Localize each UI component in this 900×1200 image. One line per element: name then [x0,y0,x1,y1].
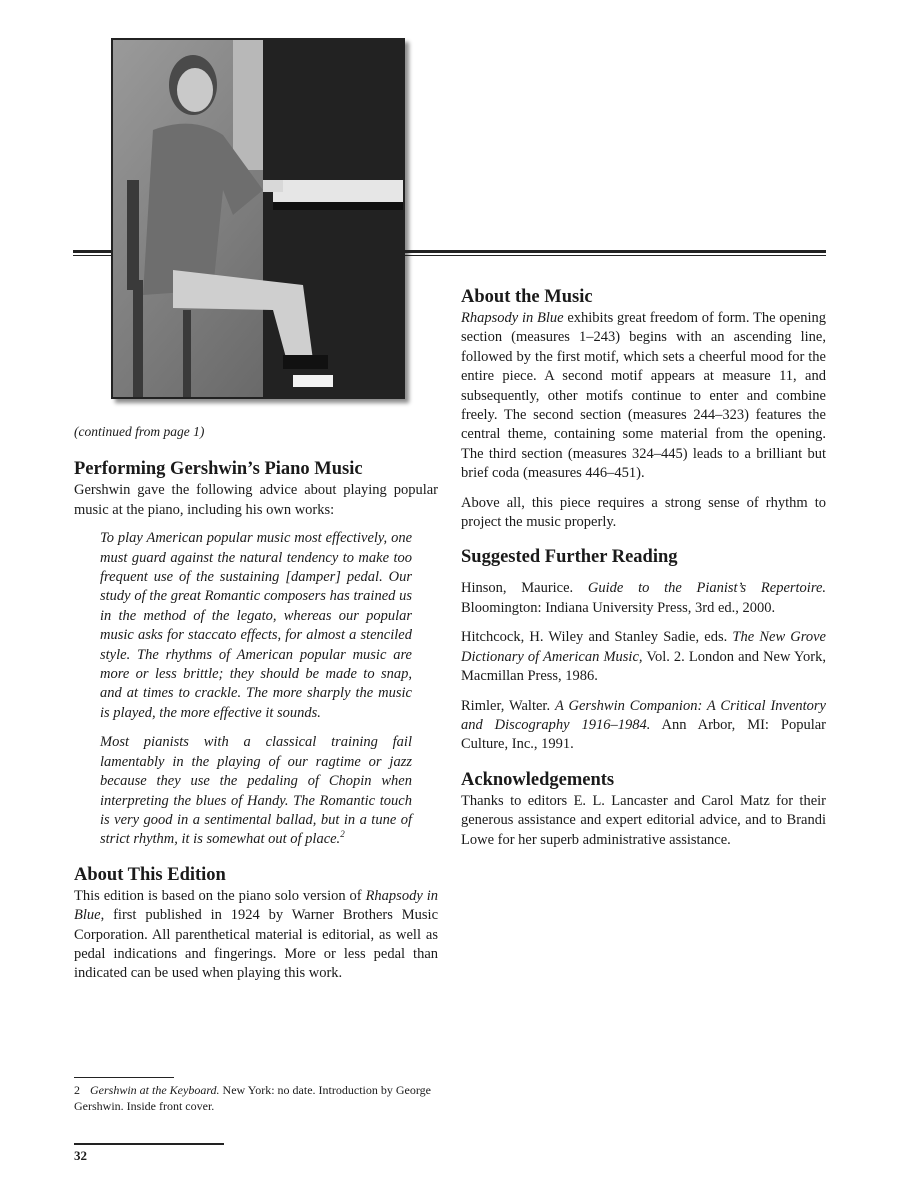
reference-item [461,628,826,686]
page-number-rule [74,1143,224,1145]
quote-paragraph-1: To play American popular music most effectively, one must guard against the natural tendency to make too frequent use of the sustaining [damper] pedal. Our study of the great Romantic composers has trained us in the method of the legato, whereas our popular music asks for staccato effects, for almost a stenciled style. The rhythms of American popular music are more or less brittle; they should be made to snap, and at times to crackle. The more sharply the music is played, the more effective it sounds. [100,530,412,721]
acknowledgements-text: Thanks to editors E. L. Lancaster and Carol Matz for their generous assistance and expert editorial advice, and to Brandi Lowe for her superb administrative assistance. [461,792,826,848]
performing-intro: Gershwin gave the following advice about playing popular music at the piano, including his own works: [74,482,438,518]
reference-author: Hinson, Maurice. [461,580,588,597]
music-title: Rhapsody in Blue [461,310,564,326]
footnote-number: 2 [74,1083,80,1097]
divider-rule [73,250,113,253]
quote-paragraph-2 [100,733,412,849]
footnote-text: New York: no date. Introduction by George Gershwin. Inside front cover. [74,1083,431,1113]
divider-rule [403,255,826,256]
page-number: 32 [74,1148,87,1163]
pianist-photo [111,38,405,399]
edition-text [74,887,438,984]
reference-publisher: Vol. 2. London and New York, Macmillan Press, 1986. [461,648,826,685]
reference-title: The New Grove Dictionary of American Music, [461,629,826,665]
reference-item [461,697,826,755]
reference-title: A Gershwin Companion: A Critical Inventory and Discography 1916–1984. [461,697,826,733]
heading-acknowledgements: Acknowledgements [461,769,615,790]
edition-text-a: This edition is based on the piano solo version of [74,887,366,904]
reference-publisher: Bloomington: Indiana University Press, 3rd ed., 2000. [461,599,776,616]
gershwin-quote [100,529,412,850]
footnote [74,1083,444,1114]
footnote-ref: 2 [340,829,345,840]
heading-performing: Performing Gershwin’s Piano Music [74,459,363,480]
reference-item [461,579,826,618]
quote-paragraph-2-text: Most pianists with a classical training fail lamentably in the playing of our ragtime or jazz because they use the pedaling of Chopin when interpreting the blues of Handy. The Romantic touch is very good in a sentimental ballad, but in a tune of strict rhythm, it is somewhat out of place. [100,734,412,848]
heading-edition: About This Edition [74,864,226,885]
reference-author: Rimler, Walter. [461,697,555,714]
divider-rule [403,250,826,253]
edition-text-title: Rhapsody in Blue [74,887,438,924]
left-column [74,422,438,984]
divider-rule [73,255,113,256]
music-paragraph-1-text: exhibits great freedom of form. The opening section (measures 1–243) begins with an ascending line, followed by the first motif, which sets a cheerful mood for the entire piece. A second motif appears at measure 11, and subsequently, other motifs continue to enter and combine freely. The second section (measures 244–323) features the central theme, containing some material from the opening. The third section (measures 324–445) leads to a brilliant but brief coda (measures 446–451). [461,310,826,482]
footnote-title: Gershwin at the Keyboard. [90,1083,220,1097]
edition-text-b: , first published in 1924 by Warner Brothers Music Corporation. All parenthetical material is editorial, as well as pedal indications and fingerings. More or less pedal than indicated can be used when playing this work. [74,907,438,982]
photo-pianist-icon [113,40,403,397]
heading-reading: Suggested Further Reading [461,547,678,568]
reference-title: Guide to the Pianist’s Repertoire. [587,580,827,597]
footnote-rule [74,1077,174,1078]
music-paragraph-2: Above all, this piece requires a strong sense of rhythm to project the music properly. [461,494,826,531]
reference-publisher: Ann Arbor, MI: Popular Culture, Inc., 1991. [461,716,826,753]
right-column [461,285,826,850]
reference-author: Hitchcock, H. Wiley and Stanley Sadie, eds. [461,629,733,646]
music-paragraph-1 [461,309,826,484]
heading-music: About the Music [461,287,593,307]
continued-note: (continued from page 1) [74,424,205,439]
